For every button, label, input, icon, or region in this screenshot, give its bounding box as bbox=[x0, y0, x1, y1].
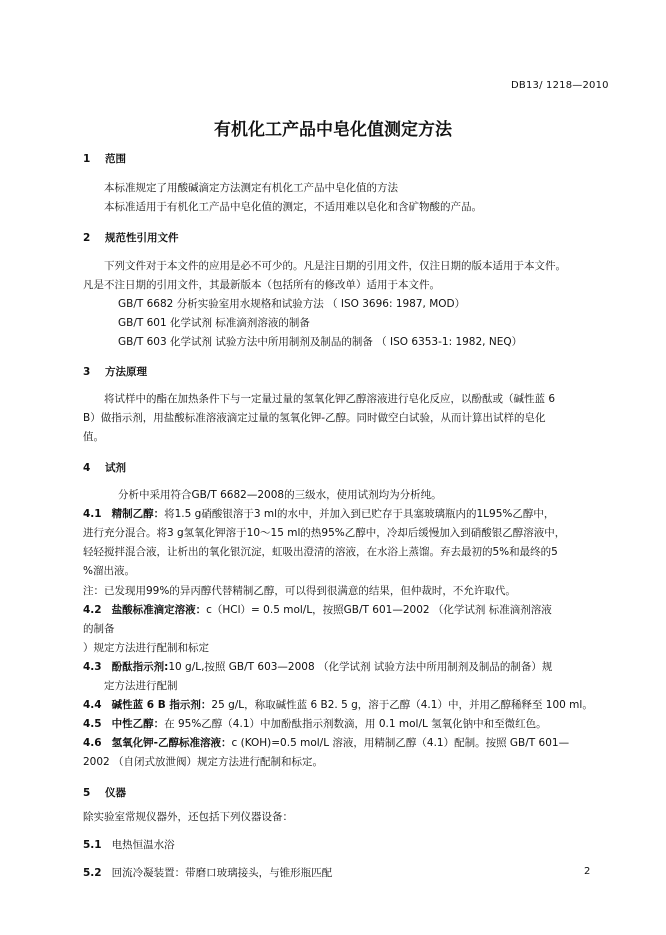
paragraph: B）做指示剂，用盐酸标准溶液滴定过量的氢氧化钾-乙醇。同时做空白试验，从而计算出试样的皂化 bbox=[83, 412, 546, 424]
clause-label: 氢氧化钾-乙醇标准溶液： bbox=[111, 737, 232, 749]
clause-label: 酚酞指示剂: bbox=[111, 661, 169, 673]
section-title: 试剂 bbox=[105, 462, 126, 474]
clause-label: 盐酸标准滴定溶液： bbox=[111, 604, 207, 616]
section-title: 范围 bbox=[105, 153, 126, 165]
section-number: 1 bbox=[83, 153, 91, 165]
clause-number: 4.4 bbox=[83, 699, 102, 711]
paragraph: 凡是不注日期的引用文件，其最新版本（包括所有的修改单）适用于本文件。 bbox=[83, 279, 440, 291]
paragraph: 本标准适用于有机化工产品中皂化值的测定，不适用难以皂化和含矿物酸的产品。 bbox=[104, 201, 482, 213]
clause-label: 中性乙醇： bbox=[111, 718, 165, 730]
clause-text: 在 95%乙醇（4.1）中加酚酞指示剂数滴，用 0.1 mol/L 氢氧化钠中和至微红色。 bbox=[164, 718, 547, 730]
paragraph: 下列文件对于本文件的应用是必不可少的。凡是注日期的引用文件，仅注日期的版本适用于本文件。 bbox=[104, 260, 566, 272]
clause-label: 精制乙醇： bbox=[111, 508, 165, 520]
note: 注：已发现用99%的异丙醇代替精制乙醇，可以得到很满意的结果，但仲裁时，不允许取代。 bbox=[83, 585, 516, 597]
section-3-heading bbox=[83, 364, 147, 379]
clause-text: c (KOH)=0.5 mol/L 溶液，用精制乙醇（4.1）配制。按照 GB/T 601— bbox=[231, 737, 570, 749]
clause-text: 25 g/L，称取碱性蓝 6 B2. 5 g，溶于乙醇（4.1）中，并用乙醇稀释至 100 ml。 bbox=[211, 699, 593, 711]
clause-5-1 bbox=[83, 838, 175, 853]
section-number: 4 bbox=[83, 462, 91, 474]
paragraph: 定方法进行配制 bbox=[104, 680, 178, 692]
section-5-heading bbox=[83, 785, 126, 800]
clause-text: c（HCl）= 0.5 mol/L，按照GB/T 601—2002 （化学试剂 标准滴剂溶液 bbox=[206, 604, 552, 616]
reference-item: GB/T 6682 分析实验室用水规格和试验方法 （ ISO 3696: 1987, MOD） bbox=[118, 298, 466, 310]
section-2-heading bbox=[83, 230, 179, 245]
clause-number: 5.1 bbox=[83, 839, 102, 851]
document-title: 有机化工产品中皂化值测定方法 bbox=[214, 120, 452, 140]
clause-number: 5.2 bbox=[83, 867, 102, 879]
section-4-heading bbox=[83, 460, 126, 475]
paragraph: 值。 bbox=[83, 431, 104, 443]
paragraph: 进行充分混合。将3 g氢氧化钾溶于10～15 ml的热95%乙醇中，冷却后缓慢加入到硝酸银乙醇溶液中， bbox=[83, 527, 566, 539]
clause-4-1 bbox=[83, 507, 554, 522]
clause-5-2 bbox=[83, 866, 332, 881]
paragraph: 的制备 bbox=[83, 623, 115, 635]
section-number: 5 bbox=[83, 787, 91, 799]
section-number: 3 bbox=[83, 366, 91, 378]
paragraph: 2002 （自闭式放泄阀）规定方法进行配制和标定。 bbox=[83, 756, 324, 768]
paragraph: 轻轻搅拌混合液，让析出的氧化银沉淀，虹吸出澄清的溶液，在水浴上蒸馏。弃去最初的5%和最终的5 bbox=[83, 546, 558, 558]
reference-item: GB/T 603 化学试剂 试验方法中所用制剂及制品的制备 （ ISO 6353-1: 1982, NEQ） bbox=[118, 336, 523, 348]
section-title: 规范性引用文件 bbox=[105, 232, 179, 244]
clause-number: 4.5 bbox=[83, 718, 102, 730]
paragraph: 本标准规定了用酸碱滴定方法测定有机化工产品中皂化值的方法 bbox=[104, 182, 398, 194]
clause-4-3 bbox=[83, 660, 552, 675]
paragraph: %溜出液。 bbox=[83, 565, 135, 577]
clause-number: 4.3 bbox=[83, 661, 102, 673]
paragraph: ）规定方法进行配制和标定 bbox=[83, 642, 209, 654]
clause-4-6 bbox=[83, 736, 569, 751]
standard-code: DB13/ 1218—2010 bbox=[511, 80, 609, 91]
clause-text: 回流冷凝装置：带磨口玻璃接头，与锥形瓶匹配 bbox=[111, 867, 333, 879]
section-title: 方法原理 bbox=[105, 366, 147, 378]
page-number: 2 bbox=[584, 866, 591, 877]
paragraph: 除实验室常规仪器外，还包括下列仪器设备： bbox=[83, 811, 293, 823]
clause-label: 碱性蓝 6 B 指示剂： bbox=[111, 699, 212, 711]
reference-item: GB/T 601 化学试剂 标准滴剂溶液的制备 bbox=[118, 317, 310, 329]
section-number: 2 bbox=[83, 232, 91, 244]
paragraph: 将试样中的酯在加热条件下与一定量过量的氢氧化钾乙醇溶液进行皂化反应，以酚酞或（碱性蓝 6 bbox=[104, 393, 556, 405]
clause-text: 10 g/L,按照 GB/T 603—2008 （化学试剂 试验方法中所用制剂及制品的制备）规 bbox=[168, 661, 553, 673]
clause-4-2 bbox=[83, 603, 552, 618]
clause-4-4 bbox=[83, 698, 593, 713]
clause-number: 4.2 bbox=[83, 604, 102, 616]
clause-text: 电热恒温水浴 bbox=[111, 839, 175, 851]
clause-4-5 bbox=[83, 717, 547, 732]
section-1-heading bbox=[83, 151, 126, 166]
paragraph: 分析中采用符合GB/T 6682—2008的三级水，使用试剂均为分析纯。 bbox=[118, 489, 442, 501]
clause-number: 4.6 bbox=[83, 737, 102, 749]
clause-text: 将1.5 g硝酸银溶于3 ml的水中，并加入到已贮存于具塞玻璃瓶内的1L95%乙醇中， bbox=[164, 508, 555, 520]
section-title: 仪器 bbox=[105, 787, 126, 799]
clause-number: 4.1 bbox=[83, 508, 102, 520]
